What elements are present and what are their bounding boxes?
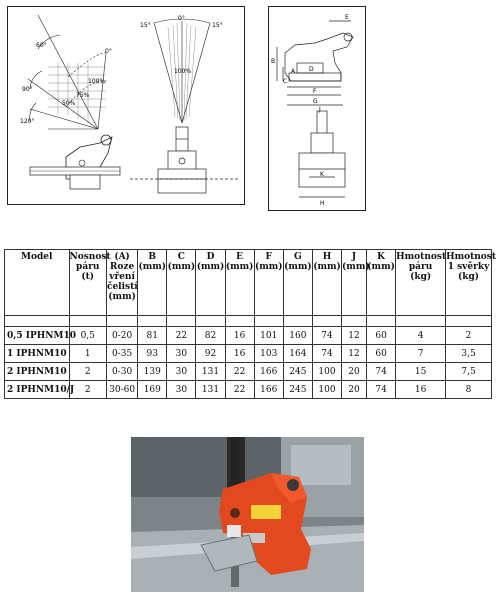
table-cell: 30 xyxy=(167,381,196,399)
clamp-photo xyxy=(131,437,364,592)
column-header-line: Hmotnost xyxy=(446,252,496,262)
table-cell: 74 xyxy=(367,381,396,399)
model-cell: 0,5 IPHNM10 xyxy=(5,327,70,345)
column-header xyxy=(196,250,225,316)
table-cell: 92 xyxy=(196,345,225,363)
column-header-line: E xyxy=(236,252,244,262)
spacer-cell xyxy=(367,316,396,327)
column-header-line: H xyxy=(322,252,332,262)
column-header-line: K xyxy=(377,252,385,262)
spacer-cell xyxy=(106,316,137,327)
table-cell: 245 xyxy=(283,381,312,399)
dimension-label: B xyxy=(271,58,276,65)
model-cell: 2 IPHNM10/J xyxy=(5,381,70,399)
spacer-cell xyxy=(254,316,283,327)
dimension-label: H xyxy=(320,200,325,207)
clamp-side-view xyxy=(30,135,120,189)
table-cell: 7 xyxy=(396,345,446,363)
dimension-label: D xyxy=(309,66,314,73)
column-header-line: (mm) xyxy=(138,262,167,272)
column-header-line: páru xyxy=(76,262,100,272)
table-cell: 16 xyxy=(225,327,254,345)
table-header-row xyxy=(5,250,492,316)
spacer-cell xyxy=(69,316,106,327)
table-cell: 164 xyxy=(283,345,312,363)
column-header-line: (mm) xyxy=(313,262,341,272)
table-cell: 169 xyxy=(138,381,167,399)
table-cell: 139 xyxy=(138,363,167,381)
column-header-line: (mm) xyxy=(367,262,395,272)
spacer-cell xyxy=(167,316,196,327)
percent-label: 100% xyxy=(174,68,192,75)
spacer-cell xyxy=(396,316,446,327)
spec-table xyxy=(4,249,496,399)
lifting-angle-diagram xyxy=(7,6,245,205)
table-cell: 101 xyxy=(254,327,283,345)
table-cell: 22 xyxy=(225,381,254,399)
column-header xyxy=(283,250,312,316)
model-cell: 2 IPHNM10 xyxy=(5,363,70,381)
column-header-line: Nosnost xyxy=(69,252,111,262)
table-cell: 166 xyxy=(254,381,283,399)
column-header-line: C xyxy=(177,252,185,262)
lifting-angle-svg xyxy=(8,7,244,204)
column-header-line: (kg) xyxy=(458,272,480,282)
angle-label: 15° xyxy=(140,22,151,29)
table-header xyxy=(5,250,496,316)
table-cell: 74 xyxy=(312,345,341,363)
table-cell: 7,5 xyxy=(446,363,492,381)
clamp-photo-svg xyxy=(131,437,364,592)
dimension-label: C xyxy=(283,78,288,85)
column-header xyxy=(342,250,370,316)
table-cell: 0-35 xyxy=(106,345,137,363)
column-header xyxy=(367,250,396,316)
table-cell: 0-30 xyxy=(106,363,137,381)
column-header-line: (mm) xyxy=(196,262,225,272)
table-cell: 93 xyxy=(138,345,167,363)
table-cell: 131 xyxy=(196,381,225,399)
table-cell: 2 xyxy=(69,363,106,381)
table-cell: 16 xyxy=(396,381,446,399)
dimension-label: A xyxy=(291,68,296,75)
column-header-line: B xyxy=(148,252,157,262)
table-row xyxy=(5,345,492,363)
column-header xyxy=(106,250,137,316)
angle-label: 15° xyxy=(212,22,223,29)
table-cell: 20 xyxy=(342,381,367,399)
angle-label: 0° xyxy=(178,15,185,22)
angle-label: 120° xyxy=(20,118,35,125)
dimension-label: F xyxy=(313,88,317,95)
table-cell: 30 xyxy=(167,363,196,381)
dimension-svg xyxy=(269,7,365,210)
dimension-label: G xyxy=(313,98,318,105)
column-header-line: (kg) xyxy=(410,272,432,282)
dimension-label: E xyxy=(345,14,349,21)
column-header-line: F xyxy=(265,252,272,262)
spacer-cell xyxy=(283,316,312,327)
table-cell: 103 xyxy=(254,345,283,363)
dimension-label: K xyxy=(320,171,324,178)
column-header-line: (t) xyxy=(81,272,95,282)
table-cell: 8 xyxy=(446,381,492,399)
table-row xyxy=(5,381,492,399)
column-header-line: (mm) xyxy=(342,262,370,272)
column-header xyxy=(396,250,446,316)
column-header xyxy=(446,250,496,316)
column-header xyxy=(69,250,111,316)
table-cell: 0,5 xyxy=(69,327,106,345)
table-spacer-row xyxy=(5,316,492,327)
spacer-cell xyxy=(225,316,254,327)
column-header-line: G xyxy=(294,252,302,262)
table-cell: 100 xyxy=(312,381,341,399)
spacer-cell xyxy=(446,316,492,327)
table-row xyxy=(5,363,492,381)
table-cell: 22 xyxy=(225,363,254,381)
table-cell: 20 xyxy=(342,363,367,381)
column-header xyxy=(254,250,283,316)
column-header-line: Roze xyxy=(109,262,135,272)
clamp-dimension-front-view xyxy=(299,111,345,197)
table-row xyxy=(5,327,492,345)
table-cell: 0-20 xyxy=(106,327,137,345)
percent-label: 100% xyxy=(88,78,106,85)
percent-label: 75% xyxy=(76,92,90,99)
spacer-cell xyxy=(5,316,70,327)
table-cell: 16 xyxy=(225,345,254,363)
column-header-line: páru xyxy=(408,262,433,272)
column-header-line: (A) xyxy=(114,252,130,262)
dimension-diagram xyxy=(268,6,366,211)
table-cell: 4 xyxy=(396,327,446,345)
table-cell: 60 xyxy=(367,345,396,363)
table-cell: 131 xyxy=(196,363,225,381)
table-cell: 160 xyxy=(283,327,312,345)
table-cell: 22 xyxy=(167,327,196,345)
table-cell: 12 xyxy=(342,327,367,345)
table-cell: 2 xyxy=(446,327,492,345)
table-cell: 82 xyxy=(196,327,225,345)
table-cell: 1 xyxy=(69,345,106,363)
table-cell: 166 xyxy=(254,363,283,381)
table-cell: 3,5 xyxy=(446,345,492,363)
table-cell: 2 xyxy=(69,381,106,399)
dimension-label: J xyxy=(319,106,321,113)
table-cell: 245 xyxy=(283,363,312,381)
column-header-line: (mm) xyxy=(225,262,254,272)
table-cell: 74 xyxy=(367,363,396,381)
model-cell: 1 IPHNM10 xyxy=(5,345,70,363)
column-header xyxy=(138,250,167,316)
column-header-line: (mm) xyxy=(284,262,312,272)
table-cell: 12 xyxy=(342,345,367,363)
table-body xyxy=(5,316,492,399)
spacer-cell xyxy=(342,316,367,327)
column-header xyxy=(225,250,254,316)
percent-label: 50% xyxy=(62,100,76,107)
column-header-line: (mm) xyxy=(108,292,136,302)
spacer-cell xyxy=(196,316,225,327)
table-cell: 81 xyxy=(138,327,167,345)
angle-label: 60° xyxy=(36,42,47,49)
column-header-line: 1 svěrky xyxy=(447,262,490,272)
column-header-line: (mm) xyxy=(167,262,196,272)
column-header-line: čelistí xyxy=(106,282,138,292)
column-header-line: J xyxy=(351,252,357,262)
table-cell: 60 xyxy=(367,327,396,345)
column-header xyxy=(312,250,341,316)
spacer-cell xyxy=(138,316,167,327)
clamp-front-view xyxy=(130,127,238,193)
spacer-cell xyxy=(312,316,341,327)
table-cell: 30-60 xyxy=(106,381,137,399)
column-header-line: (mm) xyxy=(254,262,283,272)
angle-label: 0° xyxy=(105,48,112,55)
column-header-line: D xyxy=(206,252,215,262)
table-cell: 100 xyxy=(312,363,341,381)
column-header xyxy=(167,250,196,316)
column-header-line: Hmotnost xyxy=(396,252,447,262)
table-cell: 30 xyxy=(167,345,196,363)
column-header-line: vření xyxy=(109,272,135,282)
table-cell: 74 xyxy=(312,327,341,345)
angle-label: 90° xyxy=(22,86,33,93)
column-header xyxy=(5,250,70,316)
table-cell: 15 xyxy=(396,363,446,381)
column-header-line: Model xyxy=(21,252,53,262)
